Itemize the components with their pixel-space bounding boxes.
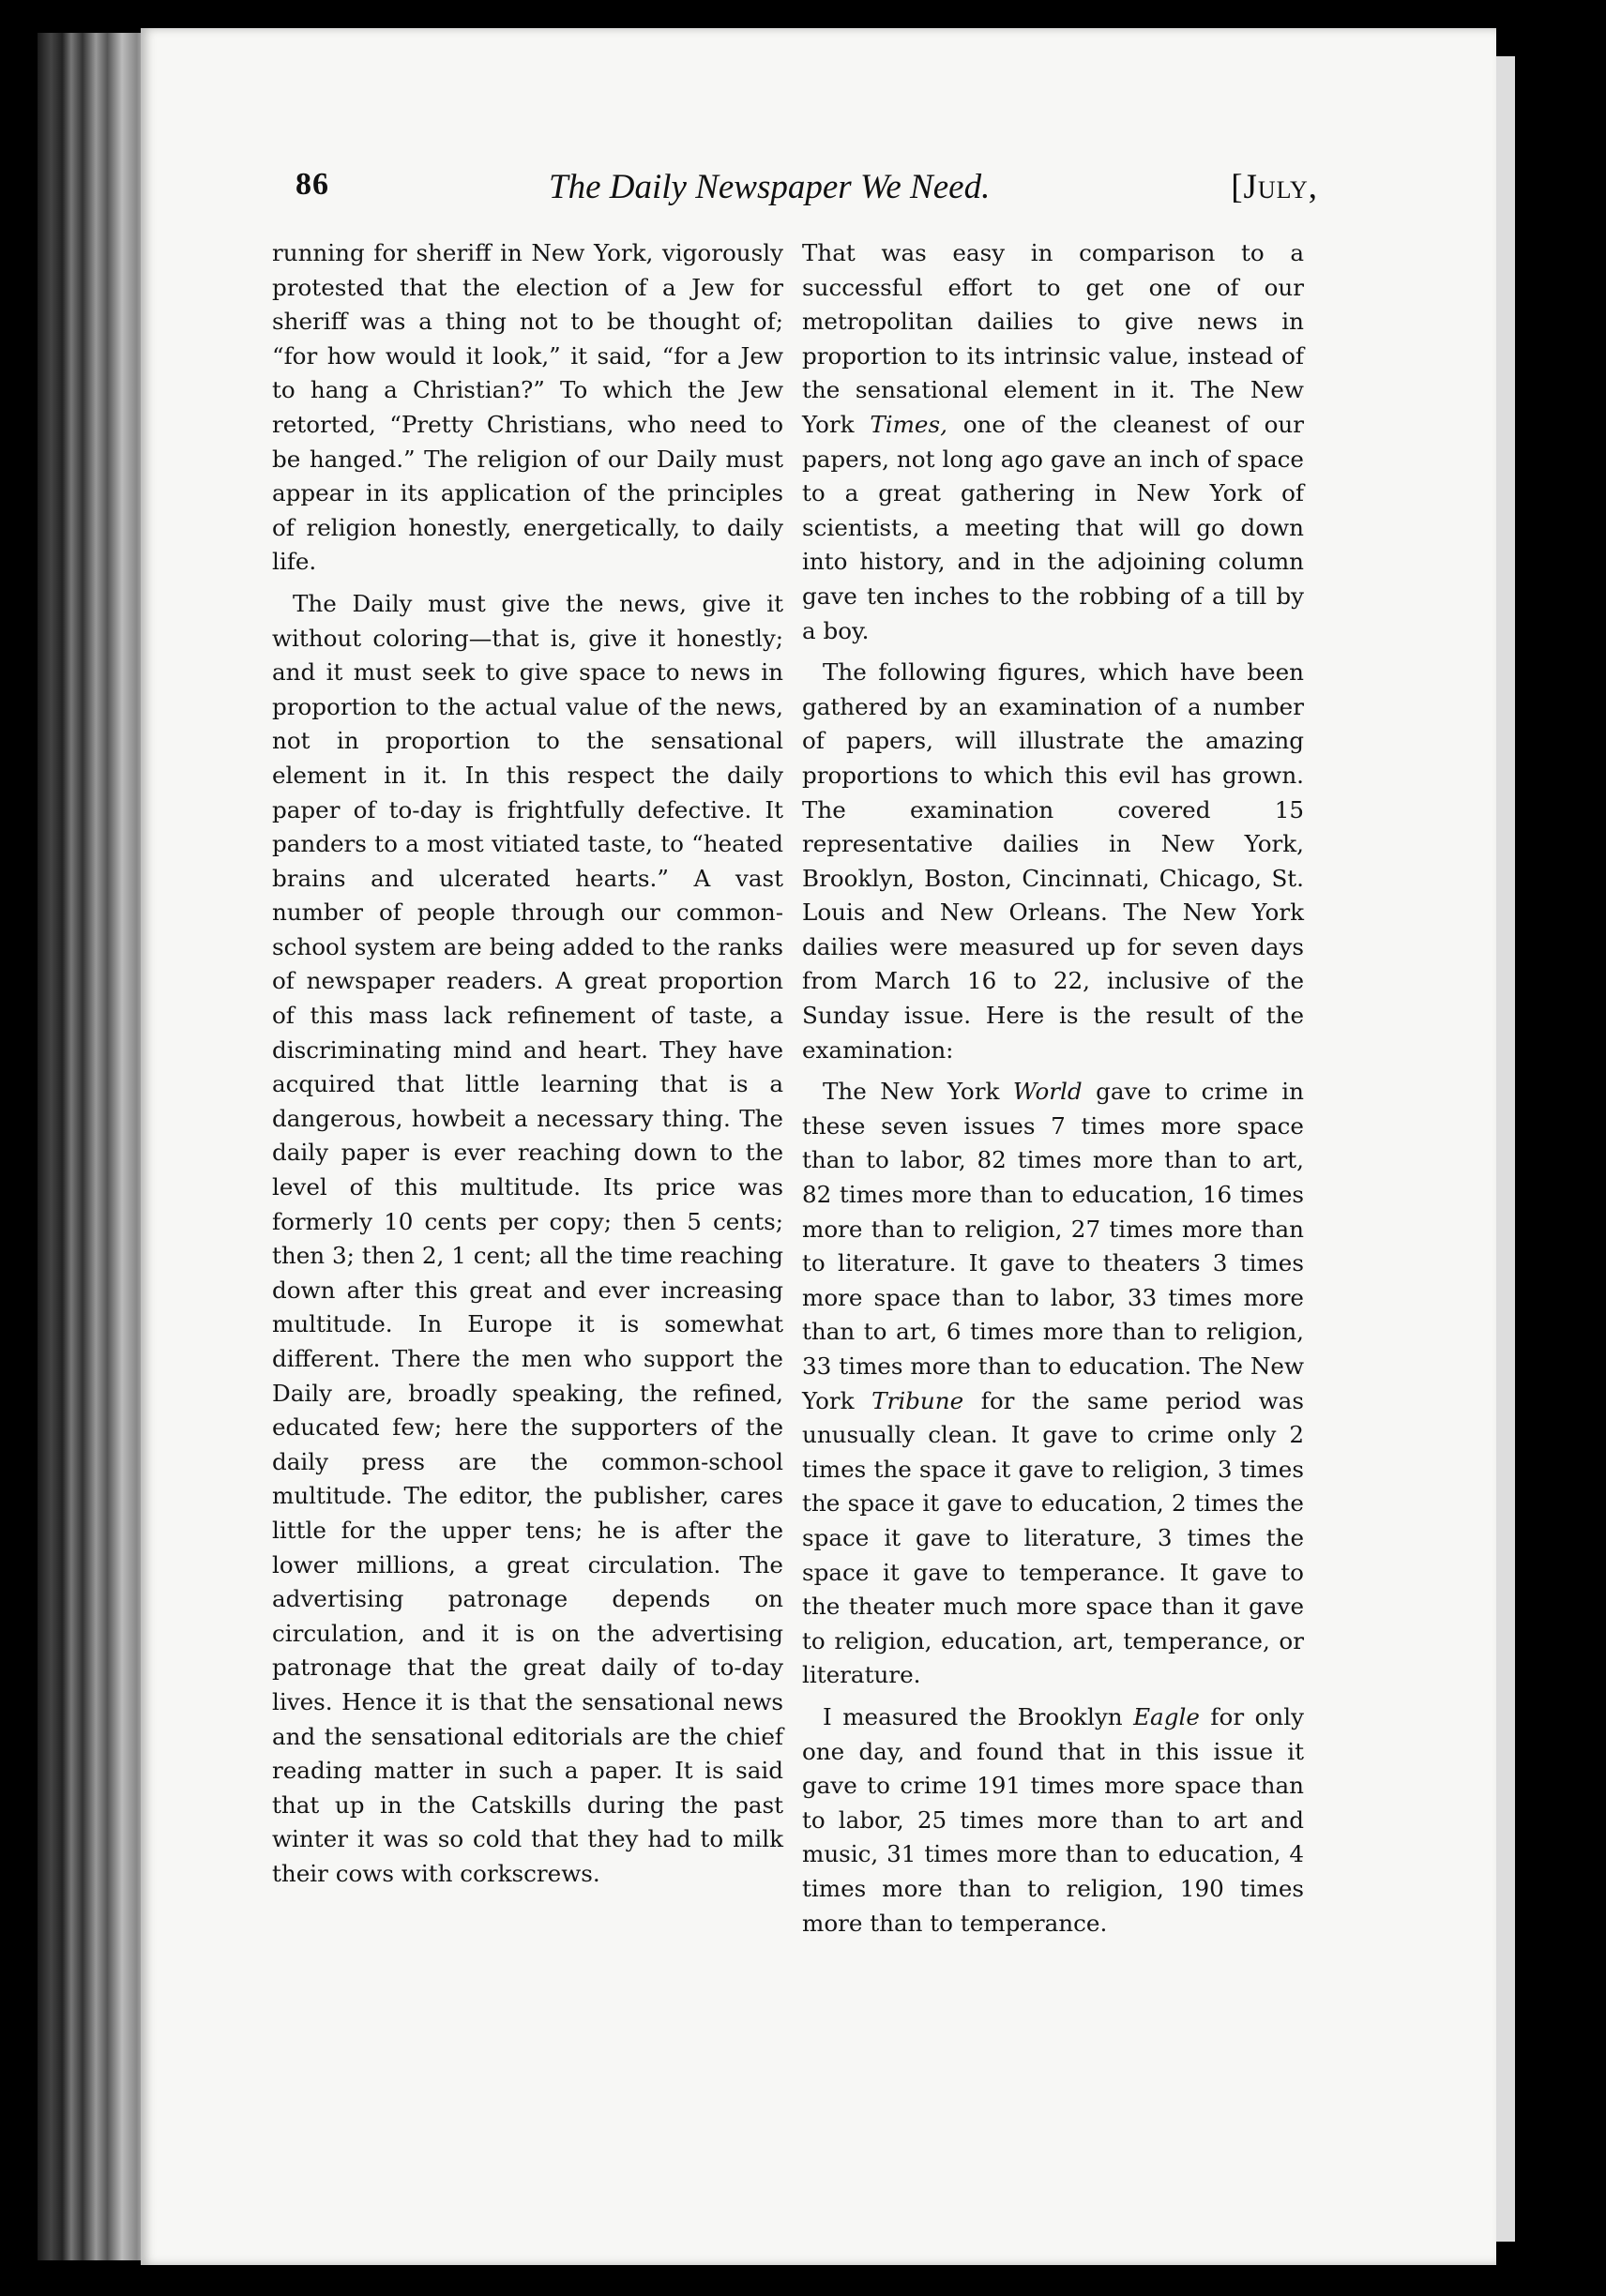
- paragraph: That was easy in comparison to a successful effort to get one of our metropolitan dailies to give news in proportion to its intrinsic value, instead of the sensational element in it. The New York Times, one of the cleanest of our papers, not long ago gave an inch of space to a great gathering in New York of scientists, a meeting that will go down into history, and in the adjoining column gave ten inches to the robbing of a till by a boy.: [802, 239, 1304, 644]
- right-column: [802, 236, 1304, 1941]
- newspaper-name-world: World: [1012, 1078, 1083, 1106]
- running-date: [July,: [1231, 168, 1318, 206]
- book-binding-edge: [38, 33, 150, 2260]
- page-right-edge: [1496, 56, 1515, 2242]
- paragraph: running for sheriff in New York, vigorously protested that the election of a Jew for sheriff was a thing not to be thought of; “for how would it look,” it said, “for a Jew to hang a Christian?” To which the Jew retorted, “Pretty Christians, who need to be hanged.” The religion of our Daily must appear in its application of the principles of religion honestly, energetically, to daily life.: [272, 239, 783, 576]
- newspaper-name-times: Times,: [870, 410, 947, 438]
- running-title: The Daily Newspaper We Need.: [549, 168, 991, 206]
- paragraph: The following figures, which have been gathered by an examination of a number of papers, will illustrate the amazing proportions to which this evil has grown. The examination covered 15 representative dailies in New York, Brooklyn, Boston, Cincinnati, Chicago, St. Louis and New Orleans. The New York dailies were measured up for seven days from March 16 to 22, inclusive of the Sunday issue. Here is the result of the examination:: [802, 658, 1304, 1064]
- page-number: 86: [295, 167, 329, 202]
- paragraph: The New York World gave to crime in these seven issues 7 times more space than to labor, 82 times more than to art, 82 times more than to education, 16 times more than to religion, 27 times more than to literature. It gave to theaters 3 times more space than to labor, 33 times more than to art, 6 times more than to religion, 33 times more than to education. The New York Tribune for the same period was unusually clean. It gave to crime only 2 times the space it gave to religion, 3 times the space it gave to education, 2 times the space it gave to literature, 3 times the space it gave to temperance. It gave to the theater much more space than it gave to religion, education, art, temperance, or literature.: [802, 1078, 1305, 1689]
- paragraph: The Daily must give the news, give it without coloring—that is, give it honestly; and it must seek to give space to news in proportion to the actual value of the news, not in proportion to the sensational element in it. In this respect the daily paper of to-day is frightfully defective. It panders to a most vitiated taste, to “heated brains and ulcerated hearts.” A vast number of people through our common-school system are being added to the ranks of newspaper readers. A great proportion of this mass lack refinement of taste, a discriminating mind and heart. They have acquired that little learning that is a dangerous, howbeit a necessary thing. The daily paper is ever reaching down to the level of this multitude. Its price was formerly 10 cents per copy; then 5 cents; then 3; then 2, 1 cent; all the time reaching down after this great and ever increasing multitude. In Europe it is somewhat different. There the men who support the Daily are, broadly speaking, the refined, educated few; here the supporters of the daily press are the common-school multitude. The editor, the publisher, cares little for the upper tens; he is after the lower millions, a great circulation. The advertising patronage depends on circulation, and it is on the advertising patronage that the great daily of to-day lives. Hence it is that the sensational news and the sensational editorials are the chief reading matter in such a paper. It is said that up in the Catskills during the past winter it was so cold that they had to milk their cows with corkscrews.: [272, 589, 783, 1887]
- paragraph: I measured the Brooklyn Eagle for only one day, and found that in this issue it gave to crime 191 times more space than to labor, 25 times more than to art and music, 31 times more than to education, 4 times more than to religion, 190 times more than to temperance.: [802, 1702, 1304, 1937]
- newspaper-name-tribune: Tribune: [871, 1386, 964, 1414]
- scan-right-border: [1515, 0, 1606, 2296]
- newspaper-name-eagle: Eagle: [1133, 1702, 1200, 1730]
- page-header: [295, 167, 1318, 223]
- left-column: [272, 236, 783, 1892]
